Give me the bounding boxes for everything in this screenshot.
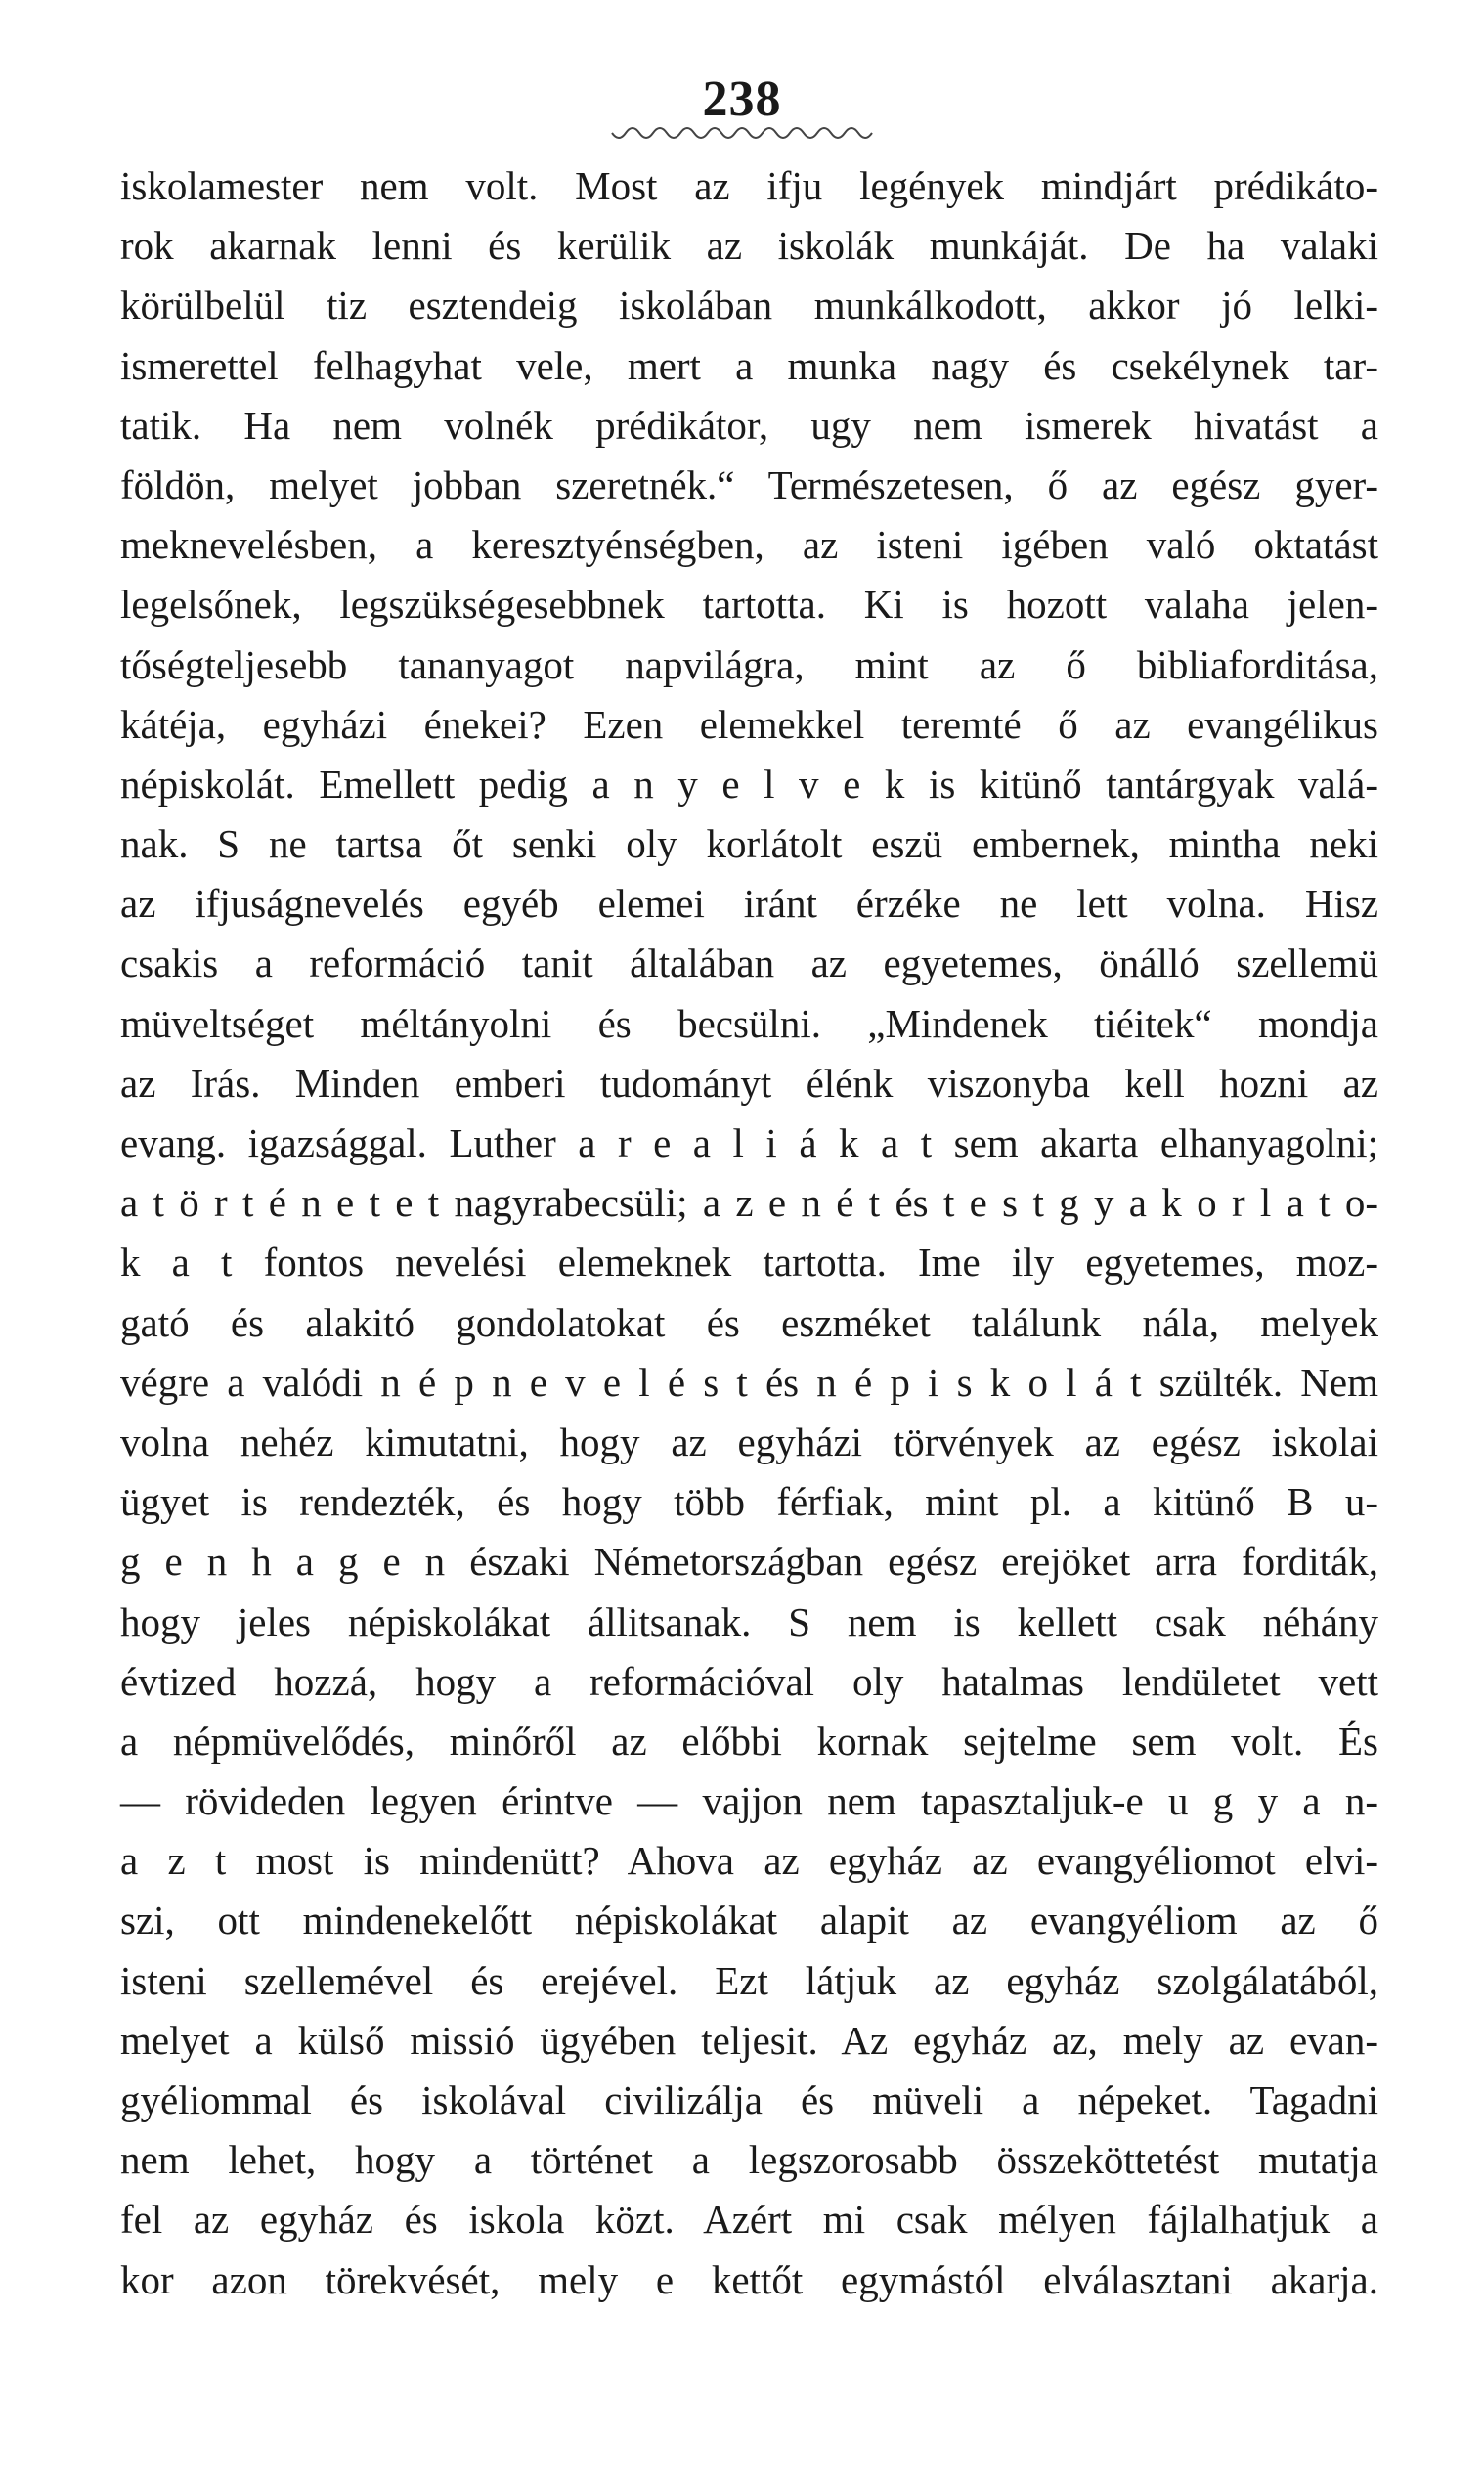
text-line: szi, ott mindenekelőtt népiskolákat alapit az evangyéliom az ő xyxy=(120,1898,1378,1944)
text-line: hogy jeles népiskolákat állitsanak. S nem is kellett csak néhány xyxy=(120,1598,1378,1644)
text-line: nem lehet, hogy a történet a legszorosabb összeköttetést mutatja xyxy=(120,2137,1378,2183)
text-line: a népmüvelődés, minőről az előbbi kornak sejtelme sem volt. És xyxy=(120,1718,1378,1764)
text-line: legelsőnek, legszükségesebbnek tartotta. Ki is hozott valaha jelen- xyxy=(120,582,1378,628)
text-line: a t ö r t é n e t e t nagyrabecsüli; a z e n é t és t e s t g y a k o r l a t o- xyxy=(120,1180,1378,1226)
page-header xyxy=(0,70,1484,129)
page-number: 238 xyxy=(702,71,782,127)
text-line: tatik. Ha nem volnék prédikátor, ugy nem ismerek hivatást a xyxy=(120,402,1378,448)
text-line: meknevelésben, a keresztyénségben, az isteni igében való oktatást xyxy=(120,522,1378,568)
text-line: évtized hozzá, hogy a reformációval oly hatalmas lendületet vett xyxy=(120,1658,1378,1704)
text-line: gyéliommal és iskolával civilizálja és müveli a népeket. Tagadni xyxy=(120,2077,1378,2122)
text-line: isteni szellemével és erejével. Ezt látjuk az egyház szolgálatából, xyxy=(120,1957,1378,2003)
text-line: gató és alakitó gondolatokat és eszméket találunk nála, melyek xyxy=(120,1299,1378,1345)
text-line: ügyet is rendezték, és hogy több férfiak, mint pl. a kitünő B u- xyxy=(120,1479,1378,1525)
text-line: volna nehéz kimutatni, hogy az egyházi törvények az egész iskolai xyxy=(120,1419,1378,1464)
text-line: az ifjuságnevelés egyéb elemei iránt érzéke ne lett volna. Hisz xyxy=(120,881,1378,927)
text-line: k a t fontos nevelési elemeknek tartotta. Ime ily egyetemes, moz- xyxy=(120,1240,1378,1286)
text-line: földön, melyet jobban szeretnék.“ Természetesen, ő az egész gyer- xyxy=(120,461,1378,507)
text-line: az Irás. Minden emberi tudományt élénk viszonyba kell hozni az xyxy=(120,1060,1378,1106)
text-line: végre a valódi n é p n e v e l é s t és n é p i s k o l á t szülték. Nem xyxy=(120,1359,1378,1405)
text-line: müveltséget méltányolni és becsülni. „Mindenek tiéitek“ mondja xyxy=(120,1000,1378,1046)
text-line: rok akarnak lenni és kerülik az iskolák munkáját. De ha valaki xyxy=(120,223,1378,269)
text-line: a z t most is mindenütt? Ahova az egyház az evangyéliomot elvi- xyxy=(120,1838,1378,1884)
text-line: melyet a külső missió ügyében teljesit. Az egyház az, mely az evan- xyxy=(120,2017,1378,2063)
text-line: körülbelül tiz esztendeig iskolában munkálkodott, akkor jó lelki- xyxy=(120,283,1378,328)
text-line: népiskolát. Emellett pedig a n y e l v e k is kitünő tantárgyak valá- xyxy=(120,761,1378,807)
text-line: kátéja, egyházi énekei? Ezen elemekkel teremté ő az evangélikus xyxy=(120,701,1378,747)
text-line: ismerettel felhagyhat vele, mert a munka nagy és csekélynek tar- xyxy=(120,342,1378,388)
text-line: fel az egyház és iskola közt. Azért mi csak mélyen fájlalhatjuk a xyxy=(120,2197,1378,2243)
text-line: g e n h a g e n északi Németországban egész erejöket arra forditák, xyxy=(120,1539,1378,1585)
text-line: tőségteljesebb tananyagot napvilágra, mint az ő bibliaforditása, xyxy=(120,641,1378,687)
text-line: csakis a reformáció tanit általában az egyetemes, önálló szellemü xyxy=(120,940,1378,986)
text-line: kor azon törekvését, mely e kettőt egymástól elválasztani akarja. xyxy=(120,2256,1378,2302)
text-line: evang. igazsággal. Luther a r e a l i á k a t sem akarta elhanyagolni; xyxy=(120,1120,1378,1165)
text-line: — rövideden legyen érintve — vajjon nem tapasztaljuk-e u g y a n- xyxy=(120,1778,1378,1824)
body-text xyxy=(120,156,1378,2310)
wavy-ornament-icon xyxy=(610,125,874,147)
text-line: nak. S ne tartsa őt senki oly korlátolt eszü embernek, mintha neki xyxy=(120,821,1378,867)
text-line: iskolamester nem volt. Most az ifju legények mindjárt prédikáto- xyxy=(120,163,1378,208)
